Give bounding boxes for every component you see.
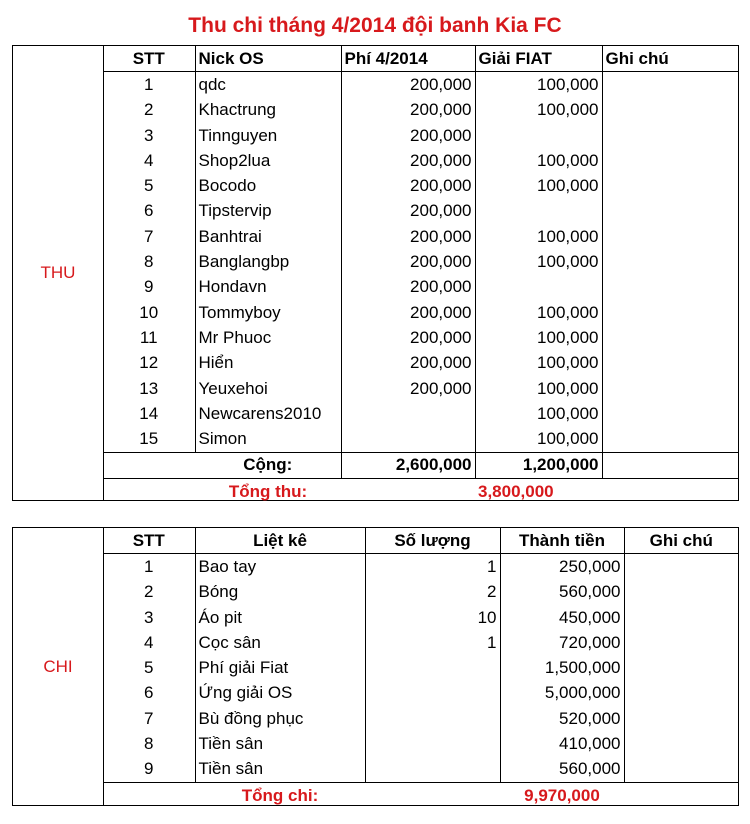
table-row — [103, 72, 738, 98]
row-stt: 3 — [144, 125, 154, 145]
row-note — [624, 605, 738, 630]
row-item: Tiền sân — [195, 731, 365, 756]
row-qty — [365, 681, 500, 706]
row-qty — [365, 706, 500, 731]
row-note — [602, 249, 738, 274]
header-stt: STT — [103, 528, 195, 554]
income-table-block — [12, 45, 739, 501]
row-fee: 200,000 — [341, 325, 475, 350]
row-nick: qdc — [195, 72, 341, 98]
row-amount: 410,000 — [500, 731, 624, 756]
table-row — [103, 376, 738, 401]
row-stt: 1 — [144, 74, 154, 94]
row-stt: 7 — [144, 708, 154, 728]
row-nick: Banglangbp — [195, 249, 341, 274]
table-row — [103, 681, 738, 706]
total-income-value: 3,800,000 — [475, 479, 602, 505]
header-qty: Số lượng — [365, 528, 500, 554]
table-row — [103, 731, 738, 756]
row-stt: 6 — [144, 201, 154, 221]
row-stt: 13 — [139, 378, 159, 398]
row-item: Bao tay — [195, 554, 365, 580]
row-fee: 200,000 — [341, 275, 475, 300]
row-fiat: 100,000 — [475, 98, 602, 123]
table-row — [103, 351, 738, 376]
table-row — [103, 148, 738, 173]
header-note: Ghi chú — [602, 46, 738, 72]
table-row — [103, 325, 738, 350]
row-nick: Banhtrai — [195, 224, 341, 249]
table-row — [103, 426, 738, 452]
income-total-row — [103, 479, 738, 505]
row-nick: Newcarens2010 — [195, 401, 341, 426]
sum-fee: 2,600,000 — [341, 452, 475, 478]
row-fiat: 100,000 — [475, 148, 602, 173]
row-stt: 12 — [139, 353, 159, 373]
row-note — [602, 275, 738, 300]
row-nick: Tipstervip — [195, 199, 341, 224]
row-note — [602, 72, 738, 98]
row-fee: 200,000 — [341, 72, 475, 98]
row-fee: 200,000 — [341, 148, 475, 173]
total-expense-label: Tổng chi: — [195, 782, 365, 808]
row-nick: Yeuxehoi — [195, 376, 341, 401]
row-note — [602, 224, 738, 249]
row-note — [602, 123, 738, 148]
row-note — [602, 426, 738, 452]
row-item: Phí giải Fiat — [195, 655, 365, 680]
table-row — [103, 123, 738, 148]
expense-total-row — [103, 782, 738, 808]
row-fiat: 100,000 — [475, 376, 602, 401]
row-item: Áo pit — [195, 605, 365, 630]
row-note — [602, 376, 738, 401]
row-item: Ứng giải OS — [195, 681, 365, 706]
row-stt: 8 — [144, 734, 154, 754]
row-qty: 10 — [365, 605, 500, 630]
row-nick: Tinnguyen — [195, 123, 341, 148]
row-fee: 200,000 — [341, 376, 475, 401]
row-fiat: 100,000 — [475, 401, 602, 426]
row-amount: 450,000 — [500, 605, 624, 630]
row-item: Tiền sân — [195, 757, 365, 783]
row-qty: 1 — [365, 630, 500, 655]
row-stt: 5 — [144, 176, 154, 196]
row-stt: 9 — [144, 277, 154, 297]
table-row — [103, 757, 738, 783]
row-nick: Khactrung — [195, 98, 341, 123]
row-stt: 11 — [139, 327, 158, 347]
row-fee: 200,000 — [341, 98, 475, 123]
row-note — [624, 731, 738, 756]
row-note — [602, 173, 738, 198]
row-qty: 1 — [365, 554, 500, 580]
sum-label: Cộng: — [195, 452, 341, 478]
row-fiat: 100,000 — [475, 173, 602, 198]
row-note — [624, 681, 738, 706]
row-note — [624, 554, 738, 580]
sum-fiat: 1,200,000 — [475, 452, 602, 478]
row-amount: 5,000,000 — [500, 681, 624, 706]
page-title: Thu chi tháng 4/2014 đội banh Kia FC — [188, 14, 562, 37]
income-header-row — [103, 46, 738, 72]
total-expense-value: 9,970,000 — [500, 782, 624, 808]
row-amount: 1,500,000 — [500, 655, 624, 680]
row-stt: 1 — [144, 556, 154, 576]
row-fee — [341, 401, 475, 426]
row-amount: 720,000 — [500, 630, 624, 655]
row-amount: 560,000 — [500, 580, 624, 605]
row-fiat: 100,000 — [475, 72, 602, 98]
row-fee: 200,000 — [341, 199, 475, 224]
row-fiat — [475, 123, 602, 148]
header-note: Ghi chú — [624, 528, 738, 554]
row-note — [602, 351, 738, 376]
row-fiat: 100,000 — [475, 351, 602, 376]
row-stt: 10 — [139, 302, 159, 322]
header-stt: STT — [103, 46, 195, 72]
row-nick: Hondavn — [195, 275, 341, 300]
row-stt: 4 — [144, 150, 154, 170]
table-row — [103, 605, 738, 630]
row-fiat: 100,000 — [475, 249, 602, 274]
header-fiat: Giải FIAT — [475, 46, 602, 72]
row-note — [602, 325, 738, 350]
row-qty — [365, 757, 500, 783]
header-fee: Phí 4/2014 — [341, 46, 475, 72]
row-stt: 9 — [144, 759, 154, 779]
table-row — [103, 199, 738, 224]
row-item: Bóng — [195, 580, 365, 605]
income-section-label: THU — [13, 46, 104, 500]
row-fiat: 100,000 — [475, 300, 602, 325]
row-amount: 520,000 — [500, 706, 624, 731]
row-item: Bù đồng phục — [195, 706, 365, 731]
row-qty — [365, 731, 500, 756]
row-stt: 7 — [144, 226, 154, 246]
header-nick: Nick OS — [195, 46, 341, 72]
row-note — [624, 655, 738, 680]
table-row — [103, 300, 738, 325]
row-stt: 4 — [144, 632, 154, 652]
income-table — [103, 46, 738, 504]
row-stt: 2 — [144, 100, 154, 120]
row-note — [602, 401, 738, 426]
row-stt: 2 — [144, 582, 154, 602]
row-fee: 200,000 — [341, 249, 475, 274]
table-row — [103, 249, 738, 274]
row-note — [602, 300, 738, 325]
row-item: Cọc sân — [195, 630, 365, 655]
row-fee: 200,000 — [341, 351, 475, 376]
header-amount: Thành tiền — [500, 528, 624, 554]
row-stt: 15 — [139, 429, 159, 449]
table-row — [103, 401, 738, 426]
row-nick: Hiển — [195, 351, 341, 376]
income-sum-row — [103, 452, 738, 478]
row-qty — [365, 655, 500, 680]
row-fiat: 100,000 — [475, 426, 602, 452]
row-nick: Tommyboy — [195, 300, 341, 325]
row-amount: 250,000 — [500, 554, 624, 580]
table-row — [103, 706, 738, 731]
row-nick: Bocodo — [195, 173, 341, 198]
row-note — [602, 148, 738, 173]
row-nick: Mr Phuoc — [195, 325, 341, 350]
row-stt: 8 — [144, 252, 154, 272]
expense-table-block — [12, 527, 739, 806]
row-fee: 200,000 — [341, 300, 475, 325]
row-note — [624, 630, 738, 655]
table-row — [103, 98, 738, 123]
row-stt: 3 — [144, 607, 154, 627]
row-amount: 560,000 — [500, 757, 624, 783]
expense-section-label: CHI — [13, 528, 104, 805]
header-item: Liệt kê — [195, 528, 365, 554]
table-row — [103, 655, 738, 680]
row-note — [624, 757, 738, 783]
row-fiat: 100,000 — [475, 325, 602, 350]
row-stt: 14 — [139, 403, 159, 423]
row-fee: 200,000 — [341, 123, 475, 148]
row-fee: 200,000 — [341, 224, 475, 249]
row-note — [624, 706, 738, 731]
total-income-label: Tổng thu: — [195, 479, 341, 505]
row-fiat — [475, 199, 602, 224]
row-fee — [341, 426, 475, 452]
expense-table — [103, 528, 738, 808]
row-fiat: 100,000 — [475, 224, 602, 249]
row-fee: 200,000 — [341, 173, 475, 198]
row-qty: 2 — [365, 580, 500, 605]
table-row — [103, 630, 738, 655]
row-nick: Shop2lua — [195, 148, 341, 173]
table-row — [103, 224, 738, 249]
table-row — [103, 554, 738, 580]
row-nick: Simon — [195, 426, 341, 452]
row-stt: 5 — [144, 658, 154, 678]
row-note — [602, 98, 738, 123]
row-note — [602, 199, 738, 224]
expense-header-row — [103, 528, 738, 554]
table-row — [103, 580, 738, 605]
table-row — [103, 275, 738, 300]
row-stt: 6 — [144, 683, 154, 703]
row-note — [624, 580, 738, 605]
table-row — [103, 173, 738, 198]
row-fiat — [475, 275, 602, 300]
